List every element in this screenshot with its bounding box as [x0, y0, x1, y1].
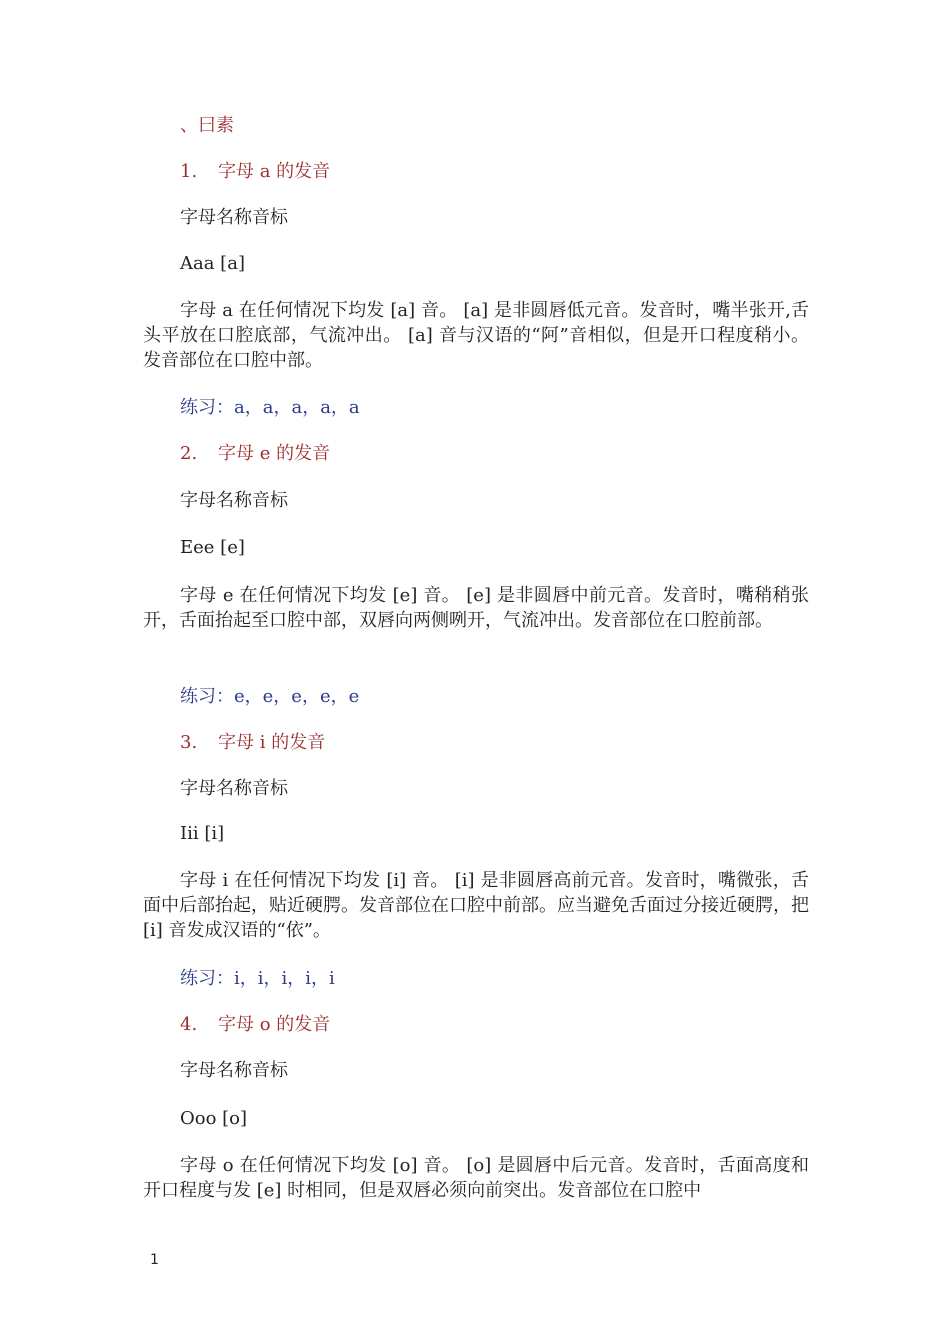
practice-line: 练习：a，a，a，a，a	[180, 397, 360, 418]
practice-line: 练习：i，i，i，i，i	[180, 968, 335, 989]
section-title: 、曰素	[180, 115, 234, 136]
description-paragraph: 字母 a 在任何情况下均发 [a] 音。 [a] 是非圆唇低元音。发音时，嘴半张开,舌头平放在口腔底部，气流冲出。 [a] 音与汉语的“阿”音相似，但是开口程度稍小。发音部位在口腔中部。	[143, 300, 809, 371]
heading-number: 1.	[180, 161, 198, 182]
label-letter-name: 字母名称音标	[180, 1060, 288, 1081]
letter-phonetic-line: Eee [e]	[180, 537, 245, 558]
heading-letter-o	[180, 1012, 330, 1038]
description-paragraph: 字母 o 在任何情况下均发 [o] 音。 [o] 是圆唇中后元音。发音时，舌面高度和开口程度与发 [e] 时相同，但是双唇必须向前突出。发音部位在口腔中	[143, 1155, 809, 1201]
heading-text: 字母 o 的发音	[218, 1014, 331, 1035]
letter-phonetic-line: Ooo [o]	[180, 1108, 248, 1129]
heading-number: 2.	[180, 443, 198, 464]
letter-phonetic-line: Aaa [a]	[180, 253, 245, 274]
description-paragraph: 字母 e 在任何情况下均发 [e] 音。 [e] 是非圆唇中前元音。发音时，嘴稍稍张开，舌面抬起至口腔中部，双唇向两侧咧开，气流冲出。发音部位在口腔前部。	[143, 585, 809, 631]
heading-letter-a	[180, 159, 330, 185]
practice-line: 练习：e，e，e，e，e	[180, 686, 360, 707]
heading-number: 4.	[180, 1014, 198, 1035]
heading-text: 字母 i 的发音	[218, 732, 326, 753]
label-letter-name: 字母名称音标	[180, 778, 288, 799]
heading-number: 3.	[180, 732, 198, 753]
description-paragraph: 字母 i 在任何情况下均发 [i] 音。 [i] 是非圆唇高前元音。发音时，嘴微张，舌面中后部抬起，贴近硬腭。发音部位在口腔中前部。应当避免舌面过分接近硬腭，把 [i] 音发成汉语的“依”。	[143, 870, 809, 941]
heading-letter-e	[180, 441, 330, 467]
heading-text: 字母 e 的发音	[218, 443, 331, 464]
label-letter-name: 字母名称音标	[180, 490, 288, 511]
page-number: 1	[150, 1252, 159, 1268]
heading-letter-i	[180, 730, 325, 756]
letter-phonetic-line: Iii [i]	[180, 823, 225, 844]
label-letter-name: 字母名称音标	[180, 207, 288, 228]
heading-text: 字母 a 的发音	[218, 161, 331, 182]
